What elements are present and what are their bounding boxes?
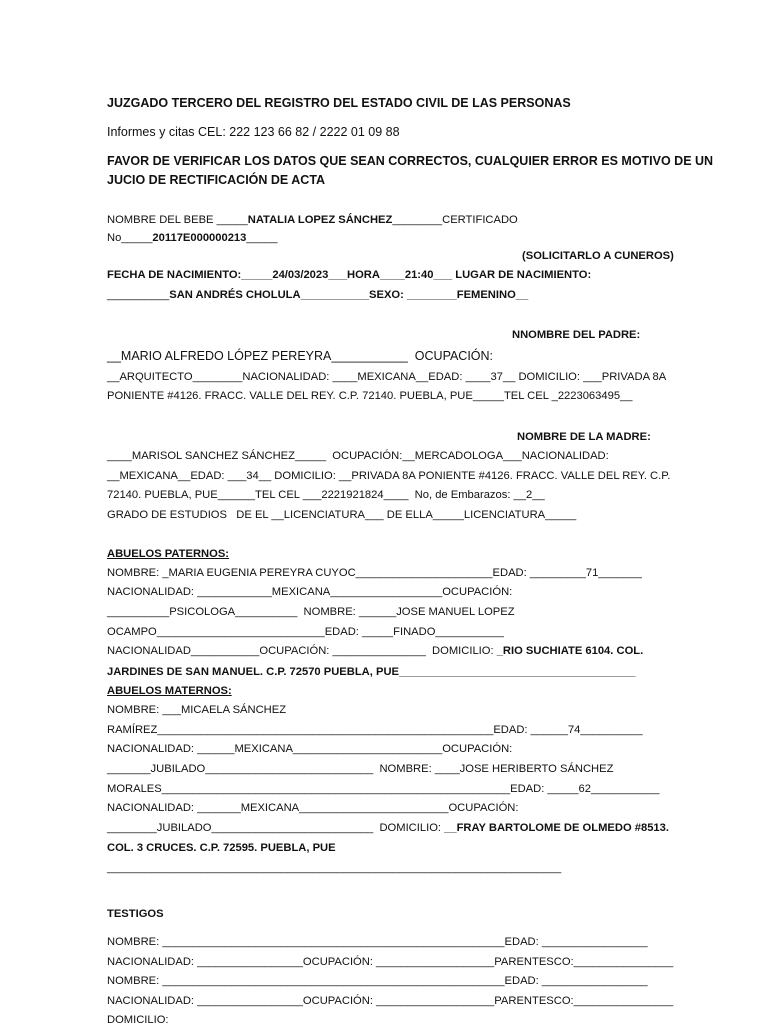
sex-value: FEMENINO (456, 289, 516, 301)
mother-heading: NOMBRE DE LA MADRE: (517, 431, 651, 443)
father-line-3: PONIENTE #4126. FRACC. VALLE DEL REY. C.P. 72140. PUEBLA, PUE_____TEL CEL _2223063495__ (107, 390, 633, 402)
paternal-grandparents-heading: ABUELOS PATERNOS: (107, 548, 230, 560)
maternal-line-3: NACIONALIDAD: ______MEXICANA________________________OCUPACIÓN: (107, 743, 513, 755)
maternal-grandparents-heading: ABUELOS MATERNOS: (107, 685, 232, 697)
birth-place-label: ___ LUGAR DE NACIMIENTO: (433, 269, 592, 281)
birth-place-prefix: __________ (107, 289, 170, 301)
cuneros-note: (SOLICITARLO A CUNEROS) (522, 250, 674, 262)
father-line-2: __ARQUITECTO________NACIONALIDAD: ____MEXICANA__EDAD: ____37__ DOMICILIO: ___PRIVADA 8A (107, 371, 667, 383)
witness-2-name: NOMBRE: _______________________________________________________EDAD: _________________ (107, 975, 648, 987)
paternal-address: JARDINES DE SAN MANUEL. C.P. 72570 PUEBLA, PUE______________________________________ (107, 666, 636, 678)
maternal-line-7 (107, 823, 669, 834)
birth-date-line (107, 270, 591, 281)
maternal-line-4: _______JUBILADO___________________________ NOMBRE: ____JOSE HERIBERTO SÁNCHEZ (107, 763, 614, 775)
paternal-line-2: NACIONALIDAD: ____________MEXICANA__________________OCUPACIÓN: (107, 586, 513, 598)
witness-1-details: NACIONALIDAD: _________________OCUPACIÓN: ___________________PARENTESCO:________________ (107, 956, 674, 968)
witness-1-name: NOMBRE: _______________________________________________________EDAD: _________________ (107, 936, 648, 948)
mother-line-2: __MEXICANA__EDAD: ___34__ DOMICILIO: __PRIVADA 8A PONIENTE #4126. FRACC. VALLE DEL REY. C.P. (107, 470, 671, 482)
certificate-trailing: _____ (246, 232, 278, 244)
maternal-separator: _________________________________________________________________________ (107, 862, 562, 874)
father-heading: NNOMBRE DEL PADRE: (512, 329, 641, 341)
paternal-line-1: NOMBRE: _MARIA EUGENIA PEREYRA CUYOC______________________EDAD: _________71_______ (107, 567, 642, 579)
paternal-line-3: __________PSICOLOGA__________ NOMBRE: ______JOSE MANUEL LOPEZ (107, 606, 515, 618)
maternal-line-2: RAMÍREZ______________________________________________________EDAD: ______74__________ (107, 724, 643, 736)
maternal-occupation-address: ________JUBILADO__________________________ DOMICILIO: (107, 822, 445, 834)
maternal-line-6: NACIONALIDAD: _______MEXICANA________________________OCUPACIÓN: (107, 802, 519, 814)
mother-line-1: ____MARISOL SANCHEZ SÁNCHEZ_____ OCUPACIÓN:__MERCADOLOGA___NACIONALIDAD: (107, 450, 609, 462)
maternal-address: COL. 3 CRUCES. C.P. 72595. PUEBLA, PUE (107, 842, 336, 854)
sex-trailing: __ (515, 289, 529, 301)
mother-line-3: 72140. PUEBLA, PUE______TEL CEL ___2221921824____ No, de Embarazos: __2__ (107, 489, 545, 501)
baby-name-value: NATALIA LOPEZ SÁNCHEZ (247, 214, 393, 226)
paternal-address-start: _RIO SUCHIATE 6104. COL. (496, 645, 644, 657)
contact-info: Informes y citas CEL: 222 123 66 82 / 2222 01 09 88 (107, 125, 400, 139)
witness-2-details: NACIONALIDAD: _________________OCUPACIÓN: ___________________PARENTESCO:________________ (107, 995, 674, 1007)
certificate-no-label: No_____ (107, 232, 153, 244)
birth-hour-value: 21:40 (404, 269, 434, 281)
baby-name-label: NOMBRE DEL BEBE _____ (107, 214, 248, 226)
sex-label: ___________SEXO: ________ (300, 289, 457, 301)
maternal-line-1: NOMBRE: ___MICAELA SÁNCHEZ (107, 704, 287, 716)
paternal-line-5 (107, 646, 643, 657)
witness-address: DOMICILIO: (107, 1014, 169, 1026)
paternal-line-4: OCAMPO___________________________EDAD: _____FINADO___________ (107, 626, 504, 638)
baby-name-line (107, 215, 518, 226)
witnesses-heading: TESTIGOS (107, 908, 164, 920)
maternal-address-start: __FRAY BARTOLOME DE OLMEDO #8513. (444, 822, 669, 834)
paternal-nationality-occupation: NACIONALIDAD___________OCUPACIÓN: _______________ DOMICILIO: (107, 645, 497, 657)
mother-line-4: GRADO DE ESTUDIOS DE EL __LICENCIATURA___ DE ELLA_____LICENCIATURA_____ (107, 509, 577, 521)
birth-place-value: SAN ANDRÉS CHOLULA (169, 289, 301, 301)
warning-line-1: FAVOR DE VERIFICAR LOS DATOS QUE SEAN CORRECTOS, CUALQUIER ERROR ES MOTIVO DE UN (107, 154, 714, 168)
birth-date-label: FECHA DE NACIMIENTO:_____ (107, 269, 273, 281)
father-line-1: __MARIO ALFREDO LÓPEZ PEREYRA___________ OCUPACIÓN: (107, 349, 494, 363)
court-title: JUZGADO TERCERO DEL REGISTRO DEL ESTADO CIVIL DE LAS PERSONAS (107, 96, 571, 110)
certificate-line (107, 233, 278, 244)
maternal-line-5: MORALES________________________________________________________EDAD: _____62___________ (107, 783, 660, 795)
birth-date-value: 24/03/2023 (272, 269, 329, 281)
birth-place-line (107, 290, 528, 301)
certificate-number: 20117E000000213 (152, 232, 247, 244)
certificate-label: ________CERTIFICADO (392, 214, 518, 226)
warning-line-2: JUCIO DE RECTIFICACIÓN DE ACTA (107, 173, 326, 187)
birth-hour-label: ___HORA____ (328, 269, 405, 281)
